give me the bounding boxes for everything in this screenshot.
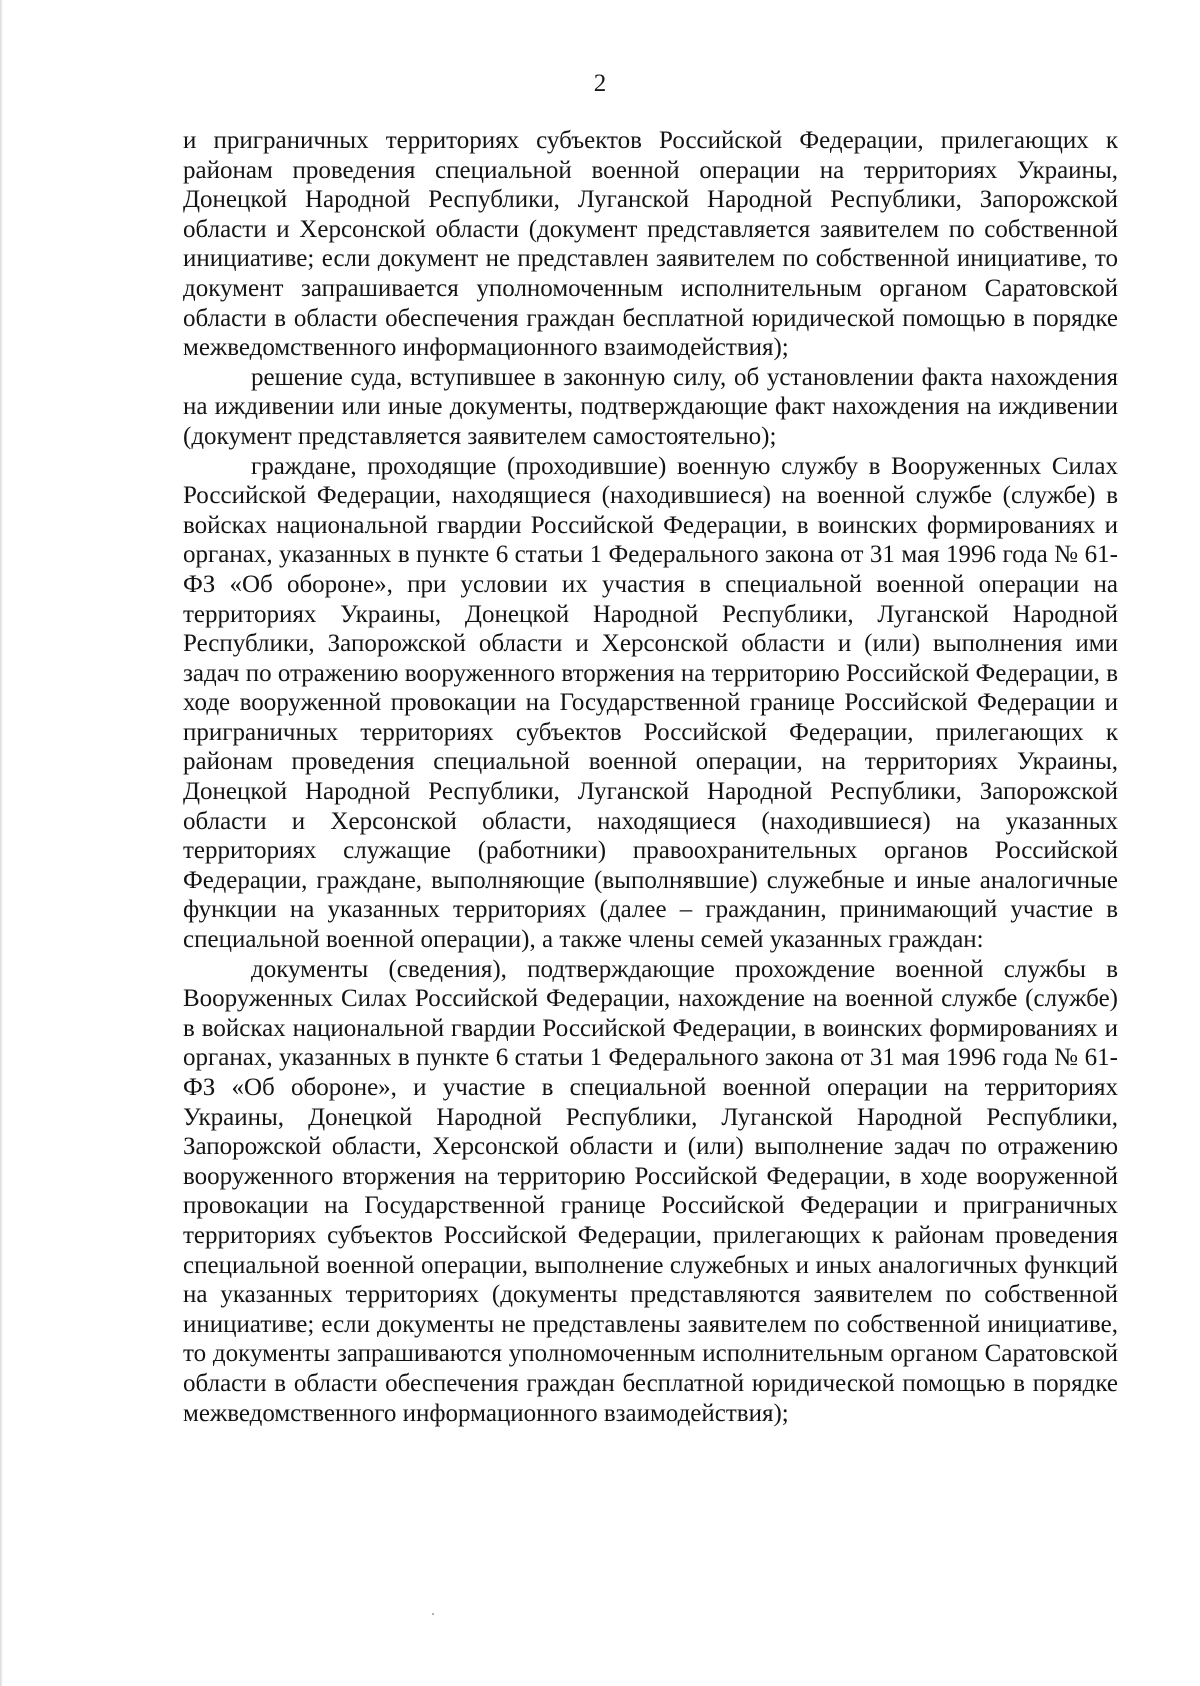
paragraph-continuation: и приграничных территориях субъектов Российской Федерации, прилегающих к районам проведения специальной военной операции на территориях Украины, Донецкой Народной Республики, Луганской Народной Республики, Запорожской области и Херсонской области (документ представляется заявителем по собственной инициативе; если документ не представлен заявителем по собственной инициативе, то документ запрашивается уполномоченным исполнительным органом Саратовской области в области обеспечения граждан бесплатной юридической помощью в порядке межведомственного информационного взаимодействия); (183, 127, 1118, 362)
paragraph-military-citizens: граждане, проходящие (проходившие) военную службу в Вооруженных Силах Российской Федерации, находящиеся (находившиеся) на военной службе (службе) в войсках национальной гвардии Российской Федерации, в воинских формированиях и органах, указанных в пункте 6 статьи 1 Федерального закона от 31 мая 1996 года № 61-ФЗ «Об обороне», при условии их участия в специальной военной операции на территориях Украины, Донецкой Народной Республики, Луганской Народной Республики, Запорожской области и Херсонской области и (или) выполнения ими задач по отражению вооруженного вторжения на территорию Российской Федерации, в ходе вооруженной провокации на Государственной границе Российской Федерации и приграничных территориях субъектов Российской Федерации, прилегающих к районам проведения специальной военной операции, на территориях Украины, Донецкой Народной Республики, Луганской Народной Республики, Запорожской области и Херсонской области, находящиеся (находившиеся) на указанных территориях служащие (работники) правоохранительных органов Российской Федерации, граждане, выполняющие (выполнявшие) служебные и иные аналогичные функции на указанных территориях (далее – гражданин, принимающий участие в специальной военной операции), а также члены семей указанных граждан: (183, 452, 1118, 954)
paragraph-court-decision: решение суда, вступившее в законную силу, об установлении факта нахождения на иждивении или иные документы, подтверждающие факт нахождения на иждивении (документ представляется заявителем самостоятельно); (183, 363, 1118, 450)
body-text (183, 126, 1118, 1428)
page-number: 2 (593, 70, 607, 97)
paragraph-service-documents: документы (сведения), подтверждающие прохождение военной службы в Вооруженных Силах Российской Федерации, нахождение на военной службе (службе) в войсках национальной гвардии Российской Федерации, в воинских формированиях и органах, указанных в пункте 6 статьи 1 Федерального закона от 31 мая 1996 года № 61-ФЗ «Об обороне», и участие в специальной военной операции на территориях Украины, Донецкой Народной Республики, Луганской Народной Республики, Запорожской области, Херсонской области и (или) выполнение задач по отражению вооруженного вторжения на территорию Российской Федерации, в ходе вооруженной провокации на Государственной границе Российской Федерации и приграничных территориях субъектов Российской Федерации, прилегающих к районам проведения специальной военной операции, выполнение служебных и иных аналогичных функций на указанных территориях (документы представляются заявителем по собственной инициативе; если документы не представлены заявителем по собственной инициативе, то документы запрашиваются уполномоченным исполнительным органом Саратовской области в области обеспечения граждан бесплатной юридической помощью в порядке межведомственного информационного взаимодействия); (183, 955, 1118, 1427)
scan-edge (0, 0, 3, 1686)
scan-speck (432, 1613, 434, 1615)
